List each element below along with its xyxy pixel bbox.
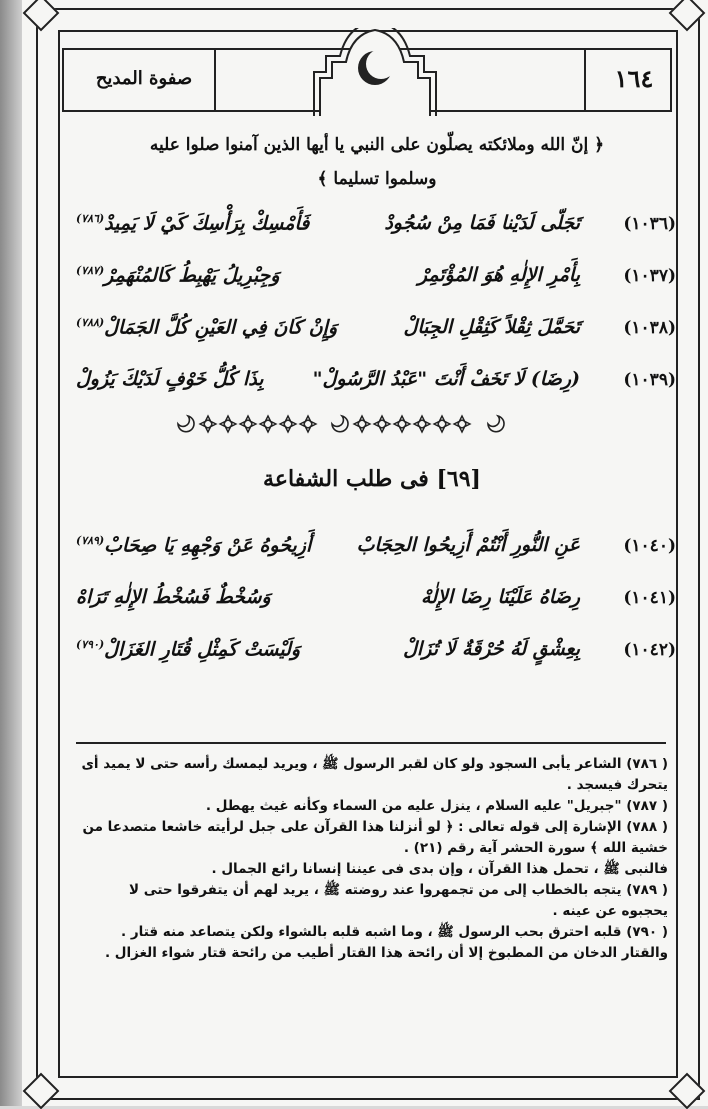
second-hemistich [76,534,311,556]
line-number: (١٠٣٩) [623,370,676,390]
hemistich-text: وَسُخْطٌ فَسُخْطُ الإِلٰهِ تَرَاهْ [76,586,271,608]
hemistich-text: بِذَا كُلُّ خَوْفٍ لَدَيْكَ يَزُولْ [76,368,264,390]
line-number: (١٠٤١) [623,588,676,608]
footnote: فالنبى ﷺ ، تحمل هذا القرآن ، وإن بدى فى عيننا إنسانا رائع الجمال . [211,861,668,877]
second-hemistich [76,264,280,286]
crescent-arch-icon [312,28,438,118]
footnote: ( ٧٩٠) قلبه احترق بحب الرسول ﷺ ، وما اشبه قلبه بالشواء ولكن يتصاعد منه قتار . والقتار الدخان من المطبوخ إلا أن رائحة هذا القتار أطيب من رائحة قتار شواء الغزال . [104,924,668,961]
book-page [22,0,708,1106]
poem-line [76,634,676,674]
first-hemistich: عَنِ النُّورِ أَنْتُمْ أَزِيحُوا الحِجَابْ [356,534,580,556]
footnote: ( ٧٨٩) يتجه بالخطاب إلى من تجمهروا عند روضته ﷺ ، يريد لهم أن يتفرقوا حتى لا يحجبوه عن عينه . [128,882,668,919]
first-hemistich: (رِضَا) لَا تَخَفْ أَنْتَ "عَبْدُ الرَّسُولْ" [312,368,580,390]
star-crescent-ornament-icon [172,412,512,436]
header-divider [214,50,216,112]
second-hemistich [76,316,337,338]
line-number: (١٠٤٢) [623,640,676,660]
hemistich-text: وَجِبْرِيلُ يَهْبِطُ كَالمُنْهَمِرْ [104,264,280,287]
footnote-ref: (٧٨٨) [76,316,105,329]
poem-line [76,530,676,570]
first-hemistich: تَحَمَّلَ ثِقْلاً كَثِقْلِ الجِبَالْ [403,316,580,338]
second-hemistich [76,586,271,608]
footnote-ref: (٧٨٦) [76,212,105,225]
quran-verse-banner: ﴿ إنّ الله وملائكته يصلّون على النبي يا أيها الذين آمنوا صلوا عليه وسلموا تسليما ﴾ [149,135,605,189]
footnote: ( ٧٨٧) "جبريل" عليه السلام ، ينزل عليه من السماء وكأنه غيث يهطل . [205,798,668,814]
poem-line [76,582,676,622]
line-number: (١٠٣٦) [623,214,676,234]
first-hemistich: بِأَمْرِ الإِلٰهِ هُوَ المُؤْتَمِرْ [417,264,580,286]
line-number: (١٠٤٠) [623,536,676,556]
book-title: صفوة المديح [95,68,193,89]
line-number: (١٠٣٧) [623,266,676,286]
footnote-ref: (٧٨٧) [76,264,105,277]
poem-line [76,364,676,404]
hemistich-text: وَلَيْسَتْ كَمِثْلِ قُتَارِ الغَزَالْ [104,638,301,661]
hemistich-text: أَزِيحُوهُ عَنْ وَجْهِهِ يَا صِحَابْ [104,534,312,557]
footnote: ( ٧٨٨) الإشارة إلى قوله تعالى : ﴿ لو أنزلنا هذا القرآن على جبل لرأيته خاشعا متصدعا من خشية الله ﴾ سورة الحشر آية رقم (٢١) . [82,819,668,856]
first-hemistich: رِضَاهُ عَلَيْنَا رِضَا الإِلٰهْ [421,586,580,608]
poem-line [76,312,676,352]
section-title: [٦٩] فى طلب الشفاعة [263,466,481,492]
footnote-divider [76,742,666,744]
footnote-ref: (٧٩٠) [76,638,105,651]
first-hemistich: تَجَلّى لَدَيْنا فَمَا مِنْ سُجُودْ [384,212,580,234]
footnotes [78,754,668,964]
hemistich-text: فَأَمْسِكْ بِرَأْسِكَ كَيْ لَا يَمِيدْ [104,212,310,235]
line-number: (١٠٣٨) [623,318,676,338]
footnote-ref: (٧٨٩) [76,534,105,547]
page-number: ١٦٤ [614,64,654,93]
poem-line [76,208,676,248]
poem-line [76,260,676,300]
first-hemistich: بِعِشْقٍ لَهُ حُرْقَةٌ لَا تُزَالْ [403,638,580,660]
second-hemistich [76,638,300,660]
header-divider [584,50,586,112]
second-hemistich [76,368,264,390]
second-hemistich [76,212,309,234]
hemistich-text: وَإِنْ كَانَ فِي العَيْنِ كُلَّ الجَمَالْ [104,316,338,339]
page-gutter-shadow [0,0,22,1106]
footnote: ( ٧٨٦) الشاعر يأبى السجود ولو كان لقبر الرسول ﷺ ، ويريد ليمسك رأسه حتى لا يميد أى يتحرك فيسجد . [81,756,668,793]
